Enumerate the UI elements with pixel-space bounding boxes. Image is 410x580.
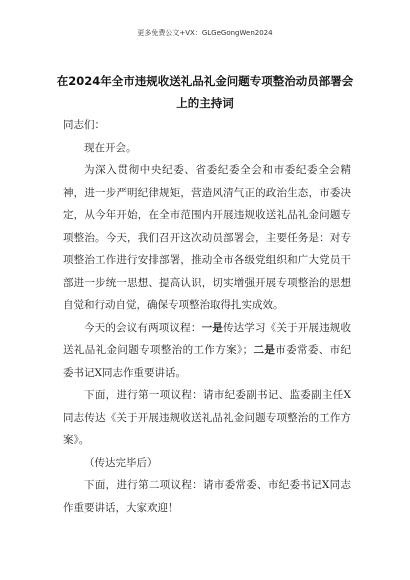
paragraph-agenda (63, 317, 351, 385)
paragraph-second-item: 下面，进行第二项议程：请市委常委、市纪委书记X同志作重要讲话，大家欢迎！ (63, 479, 351, 514)
title-line-1: 在2024年全市违规收送礼品礼金问题专项整治动员部署会 (56, 74, 354, 88)
agenda-item1-label: 一是 (201, 321, 223, 334)
header-note: 更多免费公文+VX：GLGeGongWen2024 (137, 29, 273, 37)
agenda-item1-text: 传达学习《关于开展违规收送礼品礼金问题专项整治的工作方案》； (63, 321, 351, 356)
paragraph-open: 现在开会。 (84, 141, 137, 154)
paragraph-note: （传达完毕后） (84, 456, 158, 469)
agenda-item2-label: 二是 (253, 344, 276, 356)
paragraph-first-item: 下面，进行第一项议程：请市纪委副书记、监委副主任X同志传达《关于开展违规收送礼品礼金问题专项整治的工作方案》。 (63, 389, 351, 446)
title-line-2: 上的主持词 (176, 96, 234, 110)
document-body (63, 114, 351, 519)
paragraph-intro: 为深入贯彻中央纪委、省委纪委全会和市委纪委全会精神，进一步严明纪律规矩，营造风清气正的政治生态，市委决定，从今年开始，在全市范围内开展违规收送礼品礼金问题专项整治。今天，我们召开这次动员部署会，主要任务是：对专项整治工作进行安排部署，推动全市各级党组织和广大党员干部进一步统一思想、提高认识，切实增强开展专项整治的思想自觉和行动自觉，确保专项整治取得扎实成效。 (63, 164, 351, 311)
agenda-lead: 今天的会议有两项议程： (84, 321, 202, 334)
salutation: 同志们： (63, 119, 105, 131)
agenda-item2-text: 市委常委、市纪委书记X同志作重要讲话。 (63, 344, 351, 379)
document-title (40, 70, 370, 114)
